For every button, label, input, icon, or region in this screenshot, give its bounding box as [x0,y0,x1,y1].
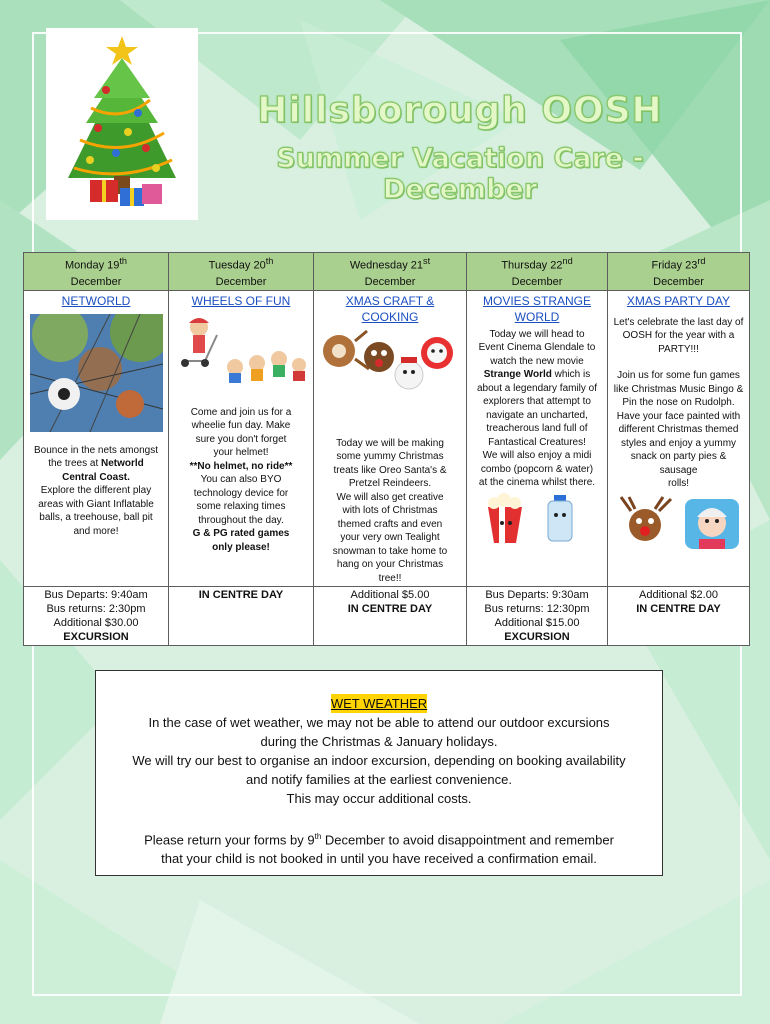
day-type-label: EXCURSION [504,631,570,644]
activity-desc-monday: Bounce in the nets amongst the trees at Networld Central Coast. Explore the different play areas with Giant Inflatable balls, a treehouse, ball pit and more! [34,444,158,537]
wet-weather-line: We will try our best to organise an indoor excursion, depending on booking availability [132,753,626,768]
footer-cell-friday: Additional $2.00 IN CENTRE DAY [608,587,750,646]
activity-title-networld[interactable]: NETWORLD [61,293,131,308]
activity-cell-friday [608,290,750,587]
activity-title-movies[interactable]: MOVIES STRANGE WORLD [482,293,592,324]
footer-row [24,587,750,646]
wet-weather-heading: WET WEATHER [330,696,428,711]
footer-cell-thursday: Bus Departs: 9:30am Bus returns: 12:30pm Additional $15.00 EXCURSION [467,587,608,646]
page-subtitle: Summer Vacation Care - December [276,143,644,205]
activity-desc-friday: Let's celebrate the last day of OOSH for the year with a PARTY!!! Join us for some fun games like Christmas Music Bingo & Pin the nose on Rudolph. Have your face painted with different Christmas themed styles and enjoy a yummy snack on party pies & sausage rolls! [613,316,744,490]
wet-weather-line: during the Christmas & January holidays. [260,734,498,749]
activity-title-xmas-party[interactable]: XMAS PARTY DAY [626,293,731,308]
wet-weather-line: and notify families at the earliest convenience. [246,772,512,787]
networld-photo [30,314,163,432]
return-forms-note: Please return your forms by 9th December to avoid disappointment and remember [144,832,614,848]
day-type-label: IN CENTRE DAY [636,603,721,616]
day-type-label: IN CENTRE DAY [347,603,433,616]
day-header-wednesday: Wednesday 21st December [314,253,467,291]
day-header-tuesday: Tuesday 20th December [169,253,314,291]
christmas-tree-image [46,28,198,220]
activity-row [24,290,750,587]
activity-cell-tuesday [169,290,314,587]
schedule-header-row [24,253,750,291]
footer-cell-wednesday: Additional $5.00 IN CENTRE DAY [314,587,467,646]
popcorn-water-image [482,493,592,543]
day-header-friday: Friday 23rd December [608,253,750,291]
page-title: Hillsborough OOSH [257,90,663,131]
footer-cell-tuesday [169,587,314,646]
day-type-label: IN CENTRE DAY [198,589,284,602]
wet-weather-line: In the case of wet weather, we may not be able to attend our outdoor excursions [148,715,610,730]
activity-cell-wednesday [314,290,467,587]
day-header-thursday: Thursday 22nd December [467,253,608,291]
activity-desc-tuesday: Come and join us for a wheelie fun day. Make sure you don't forget your helmet! **No helmet, no ride** You can also BYO technology device for some relaxing times throughout the day. G & PG rated games only please! [189,406,293,553]
activity-desc-thursday: Today we will head to Event Cinema Glendale to watch the new movie Strange World which is about a legendary family of explorers that attempt to navigate an uncharted, treacherous land full of Fantastical Creatures! We will also enjoy a midi combo (popcorn & water) at the cinema whilst there. [476,328,598,489]
rudolph-facepaint-image [613,495,745,551]
christmas-treats-image [319,329,461,403]
scooter-kids-image [175,313,308,387]
activity-title-xmas-craft[interactable]: XMAS CRAFT & COOKING [345,293,435,324]
activity-cell-thursday [467,290,608,587]
activity-title-wheels-of-fun[interactable]: WHEELS OF FUN [191,293,291,308]
day-type-label: EXCURSION [63,631,129,644]
wet-weather-line: This may occur additional costs. [286,791,472,806]
footer-cell-monday: Bus Departs: 9:40am Bus returns: 2:30pm Additional $30.00 EXCURSION [24,587,169,646]
return-forms-note-line2: that your child is not booked in until you have received a confirmation email. [161,851,597,867]
wet-weather-notice [95,670,663,876]
activity-desc-wednesday: Today we will be making some yummy Christmas treats like Oreo Santa's & Pretzel Reindeers. We will also get creative with lots of Christmas themed crafts and even your very own Tealight snowman to take home to hang on your Christmas tree!! [332,437,448,584]
activity-cell-monday [24,290,169,587]
schedule-table [23,252,750,646]
day-header-monday: Monday 19th December [24,253,169,291]
